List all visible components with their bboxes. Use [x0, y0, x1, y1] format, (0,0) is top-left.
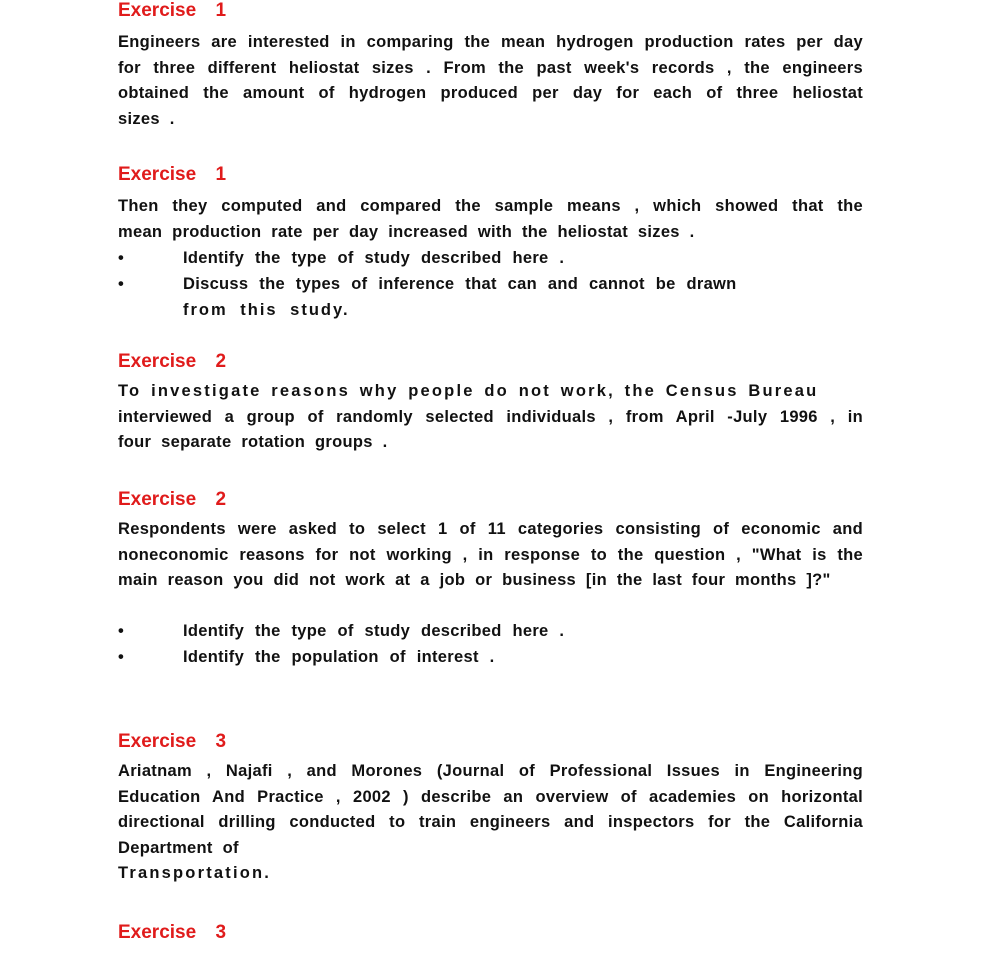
exercise-heading: Exercise 3 — [118, 731, 227, 752]
bullet-item — [118, 245, 863, 271]
bullet-item — [118, 644, 863, 670]
bullet-list — [118, 618, 863, 670]
exercise-heading: Exercise 2 — [118, 351, 227, 372]
bullet-item — [118, 618, 863, 644]
bullet-list — [118, 245, 863, 323]
exercise-paragraph: Engineers are interested in comparing the mean hydrogen production rates per day for three different heliostat sizes . From the past week's records , the engineers obtained the amount of hydrogen produced per day for each of three heliostat sizes . — [118, 33, 863, 128]
exercise-paragraph-spaced: To investigate reasons why people do not work, the Census Bureau — [118, 382, 819, 400]
exercise-heading: Exercise 3 — [118, 922, 227, 943]
exercise-heading: Exercise 1 — [118, 164, 227, 185]
exercise-heading: Exercise 2 — [118, 489, 227, 510]
exercise-heading: Exercise 1 — [118, 0, 227, 21]
exercise-paragraph: Respondents were asked to select 1 of 11 categories consisting of economic and noneconomic reasons for not working , in response to the question , "What is the main reason you did not work at a job or business [in the last four months ]?" — [118, 520, 863, 590]
section-exercise-1a — [118, 0, 863, 132]
bullet-text: Identify the population of interest . — [183, 647, 495, 666]
bullet-text: Discuss the types of inference that can and cannot be drawn — [183, 275, 737, 294]
bullet-text: Identify the type of study described here . — [183, 249, 565, 268]
exercise-paragraph-tail: Transportation. — [118, 864, 272, 883]
bullet-glyph: • — [118, 275, 125, 294]
exercise-paragraph: Then they computed and compared the sample means , which showed that the mean production rate per day increased with the heliostat sizes . — [118, 197, 863, 241]
bullet-glyph: • — [118, 249, 125, 268]
bullet-text: Identify the type of study described here . — [183, 621, 565, 640]
bullet-glyph: • — [118, 621, 125, 640]
section-exercise-3a — [118, 731, 863, 887]
exercise-paragraph: Ariatnam , Najafi , and Morones (Journal of Professional Issues in Engineering Education And Practice , 2002 ) describe an overview of academies on horizontal directional drilling conducted to train engineers and inspectors for the California Department of — [118, 762, 863, 857]
section-exercise-1b — [118, 164, 863, 323]
bullet-item — [118, 271, 863, 323]
section-exercise-2a — [118, 351, 863, 456]
section-exercise-3b — [118, 922, 863, 944]
exercise-paragraph: interviewed a group of randomly selected individuals , from April -July 1996 , in four separate rotation groups . — [118, 407, 863, 452]
section-exercise-2b — [118, 489, 863, 670]
bullet-text-continuation: from this study. — [183, 301, 350, 320]
bullet-glyph: • — [118, 647, 125, 666]
